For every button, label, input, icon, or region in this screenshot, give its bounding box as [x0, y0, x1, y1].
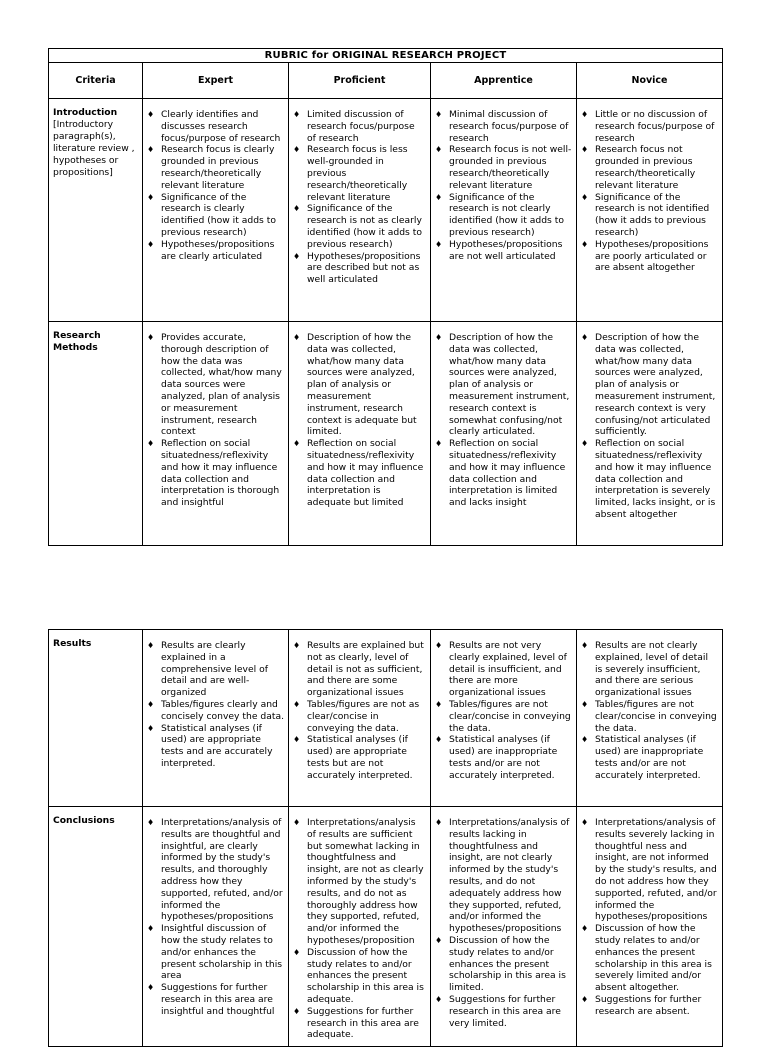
bullet-item: ♦ Interpretations/analysis of results are sufficient but somewhat lacking in thoughtfulness and insight, are not as clearly informed by the study's results, and do not as thoroughly address how they supported, refuted, and/or informed the hypotheses/proposition: [293, 817, 426, 947]
bullet-list: [289, 630, 430, 782]
level-cell-novice: [577, 807, 723, 1047]
bullet-item: ♦ Reflection on social situatedness/reflexivity and how it may influence data collection and interpretation is adequate but limited: [293, 438, 426, 509]
bullet-item: ♦ Significance of the research is not identified (how it adds to previous research): [581, 192, 718, 239]
bullet-item: ♦ Significance of the research is not clearly identified (how it adds to previous research): [435, 192, 572, 239]
bullet-item: ♦ Tables/figures clearly and concisely convey the data.: [147, 699, 284, 723]
bullet-list: [431, 807, 576, 1029]
level-cell-apprentice: [431, 99, 577, 322]
bullet-list: [143, 807, 288, 1018]
bullet-list: [577, 99, 722, 274]
header-apprentice: Apprentice: [431, 63, 577, 99]
bullet-list: [143, 322, 288, 509]
level-cell-novice: [577, 630, 723, 807]
bullet-list: [289, 807, 430, 1041]
bullet-list: [577, 807, 722, 1018]
bullet-item: ♦ Results are not clearly explained, level of detail is severely insufficient, and there are serious organizational issues: [581, 640, 718, 699]
bullet-item: ♦ Reflection on social situatedness/reflexivity and how it may influence data collection and interpretation is severely limited, lacks insight, or is absent altogether: [581, 438, 718, 521]
bullet-item: ♦ Research focus is less well-grounded in previous research/theoretically relevant literature: [293, 144, 426, 203]
bullet-list: [577, 630, 722, 782]
bullet-item: ♦ Minimal discussion of research focus/purpose of research: [435, 109, 572, 144]
bullet-item: ♦ Interpretations/analysis of results are thoughtful and insightful, are clearly informed by the study's results, and thoroughly address how they supported, refuted, and/or informed the hypotheses/propositions: [147, 817, 284, 923]
level-cell-proficient: [289, 630, 431, 807]
bullet-item: ♦ Interpretations/analysis of results lacking in thoughtfulness and insight, are not clearly informed by the study's results, and do not adequately address how they supported, refuted, and/or informed the hypotheses/propositions: [435, 817, 572, 935]
level-cell-apprentice: [431, 630, 577, 807]
bullet-item: ♦ Research focus is not well-grounded in previous research/theoretically relevant literature: [435, 144, 572, 191]
bullet-item: ♦ Hypotheses/propositions are poorly articulated or are absent altogether: [581, 239, 718, 274]
rubric-title: RUBRIC for ORIGINAL RESEARCH PROJECT: [49, 49, 723, 63]
bullet-item: ♦ Hypotheses/propositions are not well articulated: [435, 239, 572, 263]
bullet-item: ♦ Provides accurate, thorough description of how the data was collected, what/how many data sources were analyzed, plan of analysis or measurement instrument, research context: [147, 332, 284, 438]
bullet-list: [289, 99, 430, 286]
bullet-item: ♦ Tables/figures are not clear/concise in conveying the data.: [435, 699, 572, 734]
bullet-item: ♦ Description of how the data was collected, what/how many data sources were analyzed, plan of analysis or measurement instrument, research context is somewhat confusing/not clearly articulated.: [435, 332, 572, 438]
rubric-table-page-2: [48, 629, 723, 1047]
bullet-item: ♦ Results are clearly explained in a comprehensive level of detail and are well-organized: [147, 640, 284, 699]
header-row: [49, 63, 723, 99]
table-row: [49, 322, 723, 546]
header-proficient: Proficient: [289, 63, 431, 99]
bullet-item: ♦ Results are not very clearly explained, level of detail is insufficient, and there are more organizational issues: [435, 640, 572, 699]
criteria-name: Introduction: [53, 107, 118, 118]
bullet-list: [143, 630, 288, 770]
bullet-item: ♦ Suggestions for further research are absent.: [581, 994, 718, 1018]
criteria-cell: [49, 322, 143, 546]
criteria-name: Research Methods: [53, 330, 101, 353]
bullet-item: ♦ Significance of the research is not as clearly identified (how it adds to previous research): [293, 203, 426, 250]
bullet-item: ♦ Results are explained but not as clearly, level of detail is not as sufficient, and there are some organizational issues: [293, 640, 426, 699]
bullet-item: ♦ Statistical analyses (if used) are appropriate tests but are not accurately interpreted.: [293, 734, 426, 781]
level-cell-expert: [143, 322, 289, 546]
level-cell-proficient: [289, 322, 431, 546]
bullet-item: ♦ Statistical analyses (if used) are inappropriate tests and/or are not accurately interpreted.: [581, 734, 718, 781]
bullet-item: ♦ Suggestions for further research in this area are adequate.: [293, 1006, 426, 1041]
bullet-item: ♦ Description of how the data was collected, what/how many data sources were analyzed, plan of analysis or measurement instrument, research context is very confusing/not articulated sufficiently.: [581, 332, 718, 438]
criteria-cell: [49, 99, 143, 322]
bullet-item: ♦ Reflection on social situatedness/reflexivity and how it may influence data collection and interpretation is limited and lacks insight: [435, 438, 572, 509]
bullet-item: ♦ Statistical analyses (if used) are inappropriate tests and/or are not accurately interpreted.: [435, 734, 572, 781]
header-criteria: Criteria: [49, 63, 143, 99]
bullet-list: [289, 322, 430, 509]
bullet-item: ♦ Statistical analyses (if used) are appropriate tests and are accurately interpreted.: [147, 723, 284, 770]
criteria-cell: [49, 807, 143, 1047]
level-cell-novice: [577, 322, 723, 546]
bullet-item: ♦ Suggestions for further research in this area are very limited.: [435, 994, 572, 1029]
table-row: [49, 99, 723, 322]
criteria-description: [Introductory paragraph(s), literature review , hypotheses or propositions]: [53, 119, 135, 178]
bullet-item: ♦ Significance of the research is clearly identified (how it adds to previous research): [147, 192, 284, 239]
level-cell-expert: [143, 807, 289, 1047]
level-cell-expert: [143, 630, 289, 807]
level-cell-apprentice: [431, 807, 577, 1047]
bullet-item: ♦ Interpretations/analysis of results severely lacking in thoughtful ness and insight, are not informed by the study's results, and do not address how they supported, refuted, and/or informed the hypotheses/propositions: [581, 817, 718, 923]
bullet-item: ♦ Research focus is clearly grounded in previous research/theoretically relevant literature: [147, 144, 284, 191]
bullet-list: [143, 99, 288, 262]
bullet-item: ♦ Tables/figures are not as clear/concise in conveying the data.: [293, 699, 426, 734]
table-row: [49, 807, 723, 1047]
bullet-item: ♦ Discussion of how the study relates to and/or enhances the present scholarship in this area is limited.: [435, 935, 572, 994]
bullet-list: [431, 99, 576, 262]
header-novice: Novice: [577, 63, 723, 99]
bullet-item: ♦ Limited discussion of research focus/purpose of research: [293, 109, 426, 144]
bullet-item: ♦ Clearly identifies and discusses research focus/purpose of research: [147, 109, 284, 144]
bullet-item: ♦ Discussion of how the study relates to and/or enhances the present scholarship in this area is adequate.: [293, 947, 426, 1006]
bullet-item: ♦ Discussion of how the study relates to and/or enhances the present scholarship in this area is severely limited and/or absent altogether.: [581, 923, 718, 994]
level-cell-proficient: [289, 807, 431, 1047]
level-cell-proficient: [289, 99, 431, 322]
level-cell-novice: [577, 99, 723, 322]
bullet-item: ♦ Description of how the data was collected, what/how many data sources were analyzed, plan of analysis or measurement instrument, research context is adequate but limited.: [293, 332, 426, 438]
bullet-item: ♦ Tables/figures are not clear/concise in conveying the data.: [581, 699, 718, 734]
table-row: [49, 630, 723, 807]
bullet-list: [431, 630, 576, 782]
bullet-item: ♦ Hypotheses/propositions are described but not as well articulated: [293, 251, 426, 286]
bullet-item: ♦ Insightful discussion of how the study relates to and/or enhances the present scholarship in this area: [147, 923, 284, 982]
header-expert: Expert: [143, 63, 289, 99]
criteria-cell: [49, 630, 143, 807]
criteria-name: Results: [53, 638, 92, 649]
criteria-name: Conclusions: [53, 815, 115, 826]
bullet-item: ♦ Suggestions for further research in this area are insightful and thoughtful: [147, 982, 284, 1017]
level-cell-expert: [143, 99, 289, 322]
rubric-table-page-1: [48, 48, 723, 546]
level-cell-apprentice: [431, 322, 577, 546]
bullet-item: ♦ Reflection on social situatedness/reflexivity and how it may influence data collection and interpretation is thorough and insightful: [147, 438, 284, 509]
bullet-list: [577, 322, 722, 521]
title-row: [49, 49, 723, 63]
bullet-item: ♦ Hypotheses/propositions are clearly articulated: [147, 239, 284, 263]
bullet-list: [431, 322, 576, 509]
bullet-item: ♦ Little or no discussion of research focus/purpose of research: [581, 109, 718, 144]
bullet-item: ♦ Research focus not grounded in previous research/theoretically relevant literature: [581, 144, 718, 191]
